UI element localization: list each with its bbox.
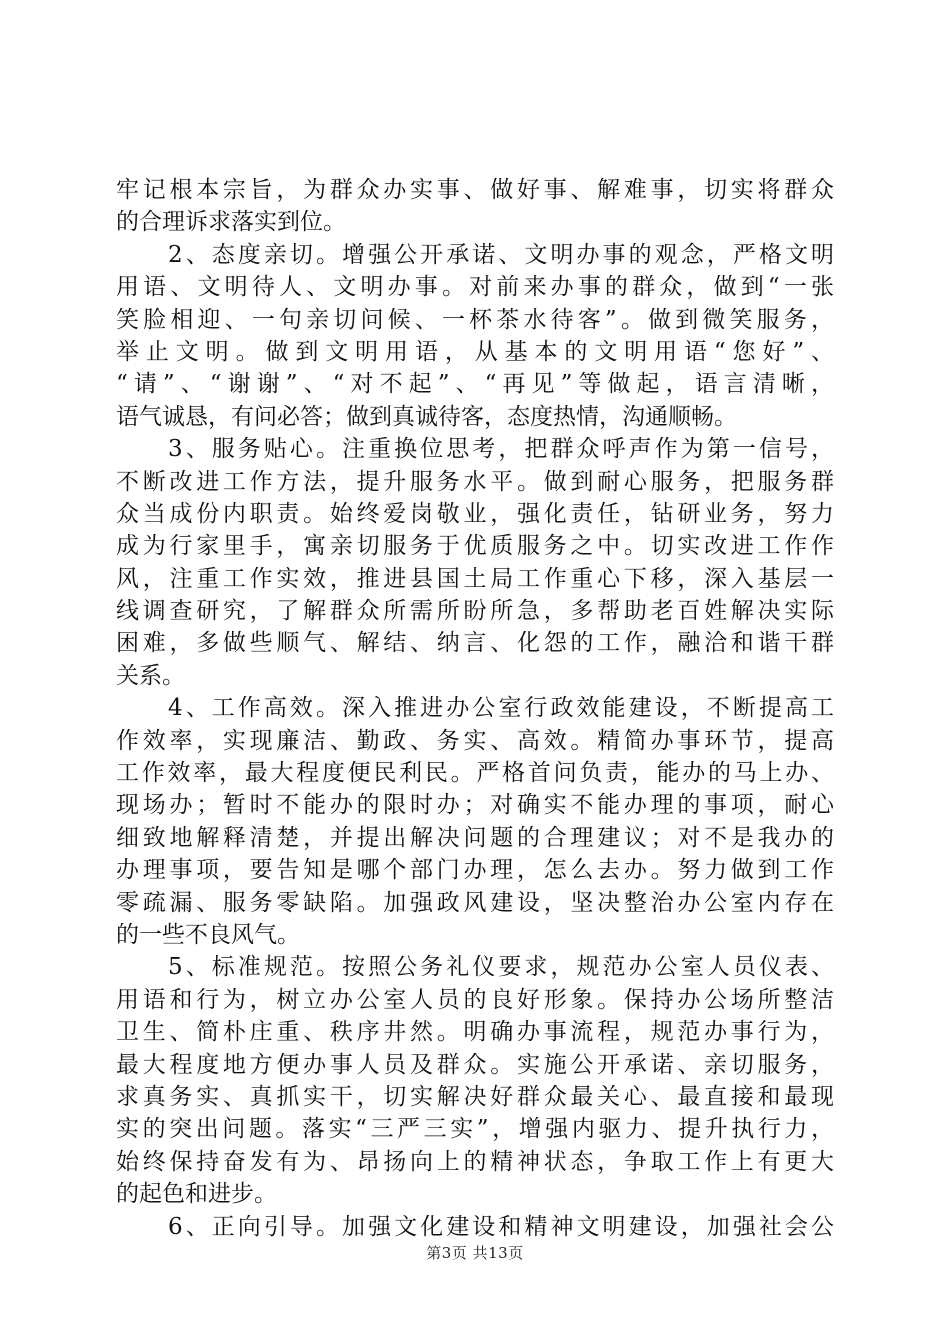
text-line: 用语和行为，树立办公室人员的良好形象。保持办公场所整洁: [116, 986, 834, 1013]
text-line: 众当成份内职责。始终爱岗敬业，强化责任，钻研业务，努力: [116, 500, 834, 527]
text-line: 工作效率，最大程度便民利民。严格首问负责，能办的马上办、: [116, 760, 834, 787]
text-line: 作效率，实现廉洁、勤政、务实、高效。精简办事环节，提高: [116, 727, 834, 754]
text-line: 用语、文明待人、文明办事。对前来办事的群众，做到“一张: [116, 274, 834, 301]
text-line: 最大程度地方便办事人员及群众。实施公开承诺、亲切服务，: [116, 1051, 834, 1078]
text-line: “请”、“谢谢”、“对不起”、“再见”等做起，语言清晰，: [116, 371, 834, 398]
text-line: 线调查研究，了解群众所需所盼所急，多帮助老百姓解决实际: [116, 598, 834, 625]
text-line: 语气诚恳，有问必答；做到真诚待客，态度热情，沟通顺畅。: [116, 403, 737, 430]
text-line: 不断改进工作方法，提升服务水平。做到耐心服务，把服务群: [116, 468, 834, 495]
text-line: 的合理诉求落实到位。: [116, 209, 346, 236]
text-line: 零疏漏、服务零缺陷。加强政风建设，坚决整治办公室内存在: [116, 889, 834, 916]
body-text: [116, 174, 834, 1243]
text-line: 的起色和进步。: [116, 1181, 277, 1208]
text-line: 笑脸相迎、一句亲切问候、一杯茶水待客”。做到微笑服务，: [116, 306, 834, 333]
text-line: 困难，多做些顺气、解结、纳言、化怨的工作，融洽和谐干群: [116, 630, 834, 657]
text-line: 求真务实、真抓实干，切实解决好群众最关心、最直接和最现: [116, 1083, 834, 1110]
text-line: 始终保持奋发有为、昂扬向上的精神状态，争取工作上有更大: [116, 1148, 834, 1175]
text-line: 举止文明。做到文明用语，从基本的文明用语“您好”、: [116, 338, 834, 365]
text-line: 4、工作高效。深入推进办公室行政效能建设，不断提高工: [168, 695, 834, 722]
text-line: 现场办；暂时不能办的限时办；对确实不能办理的事项，耐心: [116, 792, 834, 819]
text-line: 6、正向引导。加强文化建设和精神文明建设，加强社会公: [168, 1213, 834, 1240]
text-line: 成为行家里手，寓亲切服务于优质服务之中。切实改进工作作: [116, 533, 834, 560]
text-line: 牢记根本宗旨，为群众办实事、做好事、解难事，切实将群众: [116, 177, 834, 203]
text-line: 的一些不良风气。: [116, 921, 300, 948]
text-line: 关系。: [116, 662, 185, 689]
text-line: 实的突出问题。落实“三严三实”，增强内驱力、提升执行力，: [116, 1116, 834, 1143]
page-footer: 第3页 共13页: [426, 1244, 524, 1262]
text-line: 2、态度亲切。增强公开承诺、文明办事的观念，严格文明: [168, 241, 834, 268]
text-line: 5、标准规范。按照公务礼仪要求，规范办公室人员仪表、: [168, 954, 834, 981]
text-line: 3、服务贴心。注重换位思考，把群众呼声作为第一信号，: [168, 436, 834, 463]
text-line: 办理事项，要告知是哪个部门办理，怎么去办。努力做到工作: [116, 857, 834, 884]
text-line: 卫生、简朴庄重、秩序井然。明确办事流程，规范办事行为，: [116, 1019, 834, 1046]
text-line: 细致地解释清楚，并提出解决问题的合理建议；对不是我办的: [116, 824, 834, 851]
text-line: 风，注重工作实效，推进县国土局工作重心下移，深入基层一: [116, 565, 834, 592]
